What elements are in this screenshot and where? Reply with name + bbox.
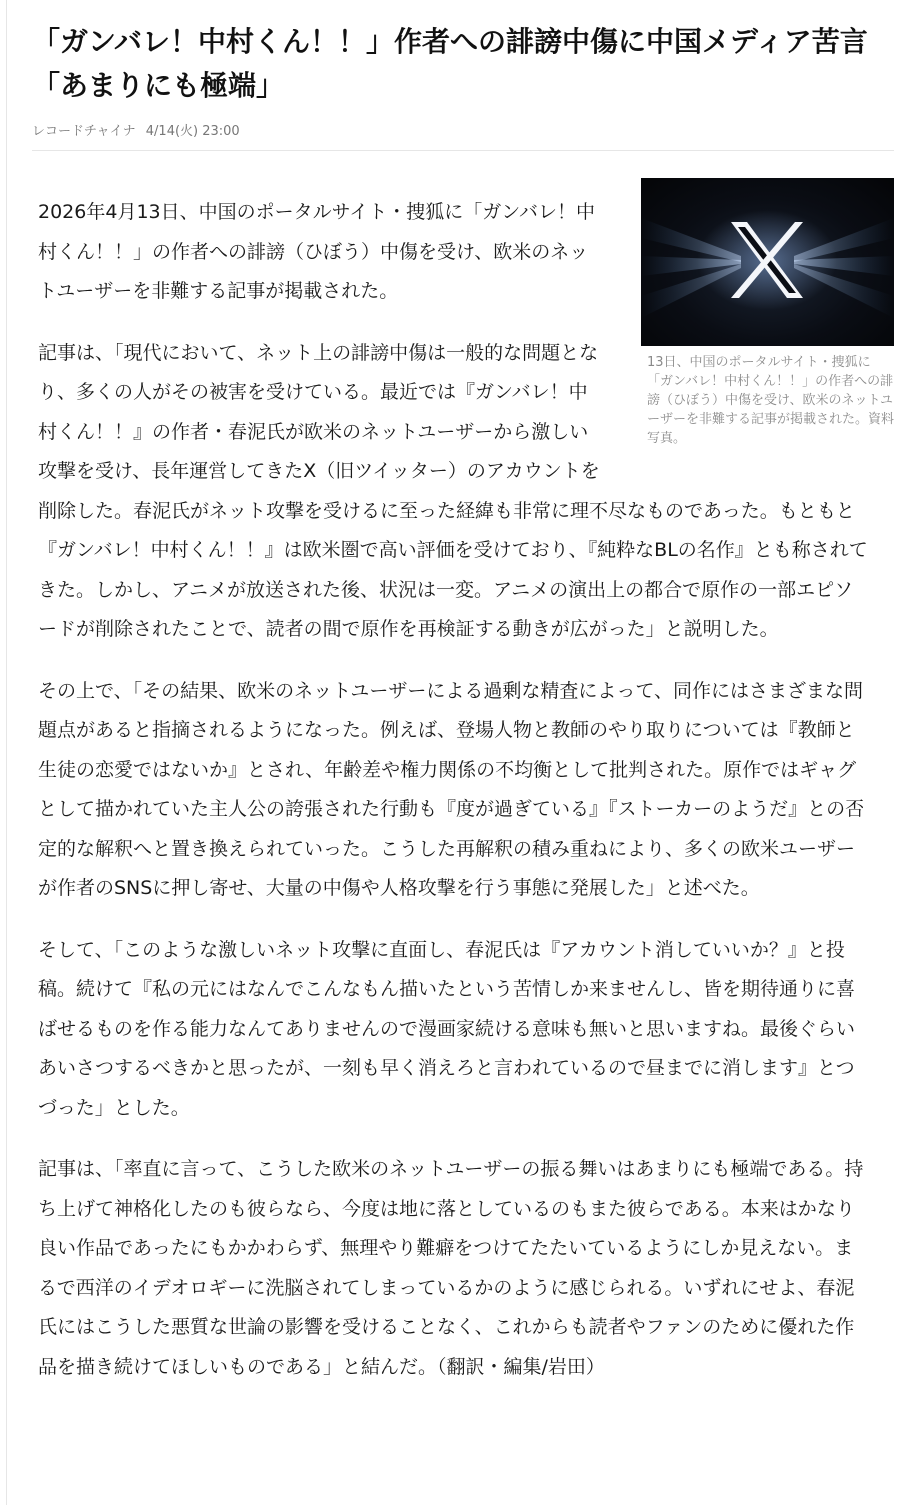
header-divider: [32, 150, 894, 151]
article-header: [32, 20, 894, 138]
paragraph: その上で、「その結果、欧米のネットユーザーによる過剰な精査によって、同作にはさまざまな問題点があると指摘されるようになった。例えば、登場人物と教師のやり取りについては『教師と生徒の恋愛ではないか』とされ、年齢差や権力関係の不均衡として批判された。原作ではギャグとして描かれていた主人公の誇張された行動も『度が過ぎている』『ストーカーのようだ』との否定的な解釈へと置き換えられていった。こうした再解釈の積み重ねにより、多くの欧米ユーザーが作者のSNSに押し寄せ、大量の中傷や人格攻撃を行う事態に発展した」と述べた。: [38, 679, 865, 899]
article-title: 「ガンバレ！中村くん！！」作者への誹謗中傷に中国メディア苦言「あまりにも極端」: [32, 25, 868, 102]
article-body: [38, 193, 870, 1409]
paragraph: 記事は、「現代において、ネット上の誹謗中傷は一般的な問題となり、多くの人がその被害を受けている。最近では『ガンバレ！中村くん！！』の作者・春泥氏が欧米のネットユーザーから激しい攻撃を受け、長年運営してきたX（旧ツイッター）のアカウントを削除した。春泥氏がネット攻撃を受けるに至った経緯も非常に理不尽なものであった。もともと『ガンバレ！中村くん！！』は欧米圏で高い評価を受けており、『純粋なBLの名作』とも称されてきた。しかし、アニメが放送された後、状況は一変。アニメの演出上の都合で原作の一部エピソードが削除されたことで、読者の間で原作を再検証する動きが広がった」と説明した。: [38, 341, 868, 640]
source-name[interactable]: レコードチャイナ: [32, 124, 136, 139]
publish-date: 4/14(火) 23:00: [145, 124, 240, 139]
paragraph: 2026年4月13日、中国のポータルサイト・捜狐に「ガンバレ！中村くん！！」の作者への誹謗（ひぼう）中傷を受け、欧米のネットユーザーを非難する記事が掲載された。: [38, 201, 595, 302]
left-border: [6, 0, 7, 1505]
photo-caption: 13日、中国のポータルサイト・捜狐に「ガンバレ！中村くん！！」の作者への誹謗（ひぼう）中傷を受け、欧米のネットユーザーを非難する記事が掲載された。資料写真。: [647, 355, 895, 446]
figure-spacer: [600, 193, 870, 485]
paragraph: 記事は、「率直に言って、こうした欧米のネットユーザーの振る舞いはあまりにも極端である。持ち上げて神格化したのも彼らなら、今度は地に落としているのもまた彼らである。本来はかなり良い作品であったにもかかわらず、無理やり難癖をつけてたたいているようにしか見えない。まるで西洋のイデオロギーに洗脳されてしまっているかのように感じられる。いずれにせよ、春泥氏にはこうした悪質な世論の影響を受けることなく、これからも読者やファンのために優れた作品を描き続けてほしいものである」と結んだ。（翻訳・編集/岩田）: [38, 1158, 864, 1378]
article-meta: [32, 120, 894, 138]
paragraph: そして、「このような激しいネット攻撃に直面し、春泥氏は『アカウント消していいか？』と投稿。続けて『私の元にはなんでこんなもん描いたという苦情しか来ませんし、皆を期待通りに喜ばせるものを作る能力なんてありませんので漫画家続ける意味も無いと思いますね。最後ぐらいあいさつするべきかと思ったが、一刻も早く消えろと言われているので昼までに消します』とつづった」とした。: [38, 938, 856, 1119]
